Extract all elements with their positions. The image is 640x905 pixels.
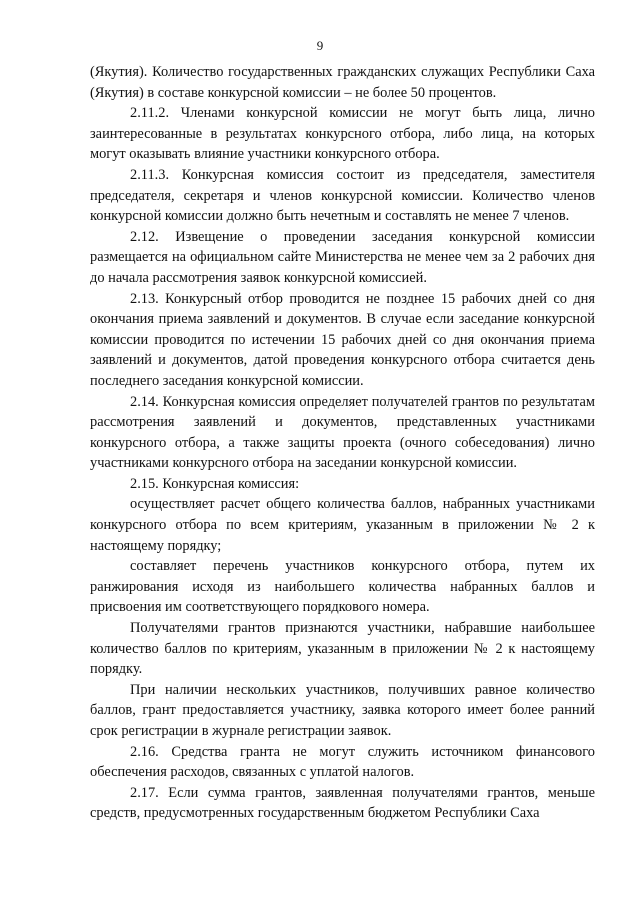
paragraph-2-12: 2.12. Извещение о проведении заседания конкурсной комиссии размещается на официальном сайте Министерства не менее чем за 2 рабочих дня до начала рассмотрения заявок конкурсной комиссией. <box>90 228 595 286</box>
paragraph-2-15: 2.15. Конкурсная комиссия: <box>130 475 300 492</box>
paragraph-continuation: (Якутия). Количество государственных гражданских служащих Республики Саха (Якутия) в составе конкурсной комиссии – не более 50 процентов. <box>90 64 595 101</box>
paragraph-2-15-item-2: составляет перечень участников конкурсного отбора, путем их ранжирования исходя из наибольшего количества набранных баллов и присвоения им соответствующего порядкового номера. <box>90 558 595 616</box>
paragraph-2-11-3: 2.11.3. Конкурсная комиссия состоит из председателя, заместителя председателя, секретаря и членов конкурсной комиссии. Количество членов конкурсной комиссии должно быть нечетным и составлять не менее 7 членов. <box>90 166 595 225</box>
page-number: 9 <box>316 38 324 53</box>
document-body <box>90 62 595 824</box>
paragraph-2-17: 2.17. Если сумма грантов, заявленная получателями грантов, меньше средств, предусмотренных государственным бюджетом Республики Саха <box>90 784 595 822</box>
paragraph-2-16: 2.16. Средства гранта не могут служить источником финансового обеспечения расходов, связанных с уплатой налогов. <box>90 743 595 781</box>
paragraph-2-14: 2.14. Конкурсная комиссия определяет получателей грантов по результатам рассмотрения заявлений и документов, представленных участниками конкурсного отбора, а также защиты проекта (очного собеседования) лично участниками конкурсного отбора на заседании конкурсной комиссии. <box>90 393 595 472</box>
paragraph-grant-recipients: Получателями грантов признаются участники, набравшие наибольшее количество баллов по критериям, указанным в приложении № 2 к настоящему порядку. <box>90 620 595 678</box>
paragraph-2-15-item-1: осуществляет расчет общего количества баллов, набранных участниками конкурсного отбора по всем критериям, указанным в приложении № 2 к настоящему порядку; <box>90 496 595 554</box>
paragraph-equal-score: При наличии нескольких участников, получивших равное количество баллов, грант предоставляется участнику, заявка которого имеет более ранний срок регистрации в журнале регистрации заявок. <box>90 681 595 739</box>
paragraph-2-11-2: 2.11.2. Членами конкурсной комиссии не могут быть лица, лично заинтересованные в результатах конкурсного отбора, либо лица, на которых могут оказывать влияние участники конкурсного отбора. <box>90 105 595 163</box>
paragraph-2-13: 2.13. Конкурсный отбор проводится не позднее 15 рабочих дней со дня окончания приема заявлений и документов. В случае если заседание конкурсной комиссии проводится по истечении 15 рабочих дней со дня окончания приема заявлений и документов, датой проведения конкурсного отбора считается день последнего заседания конкурсной комиссии. <box>90 290 595 389</box>
